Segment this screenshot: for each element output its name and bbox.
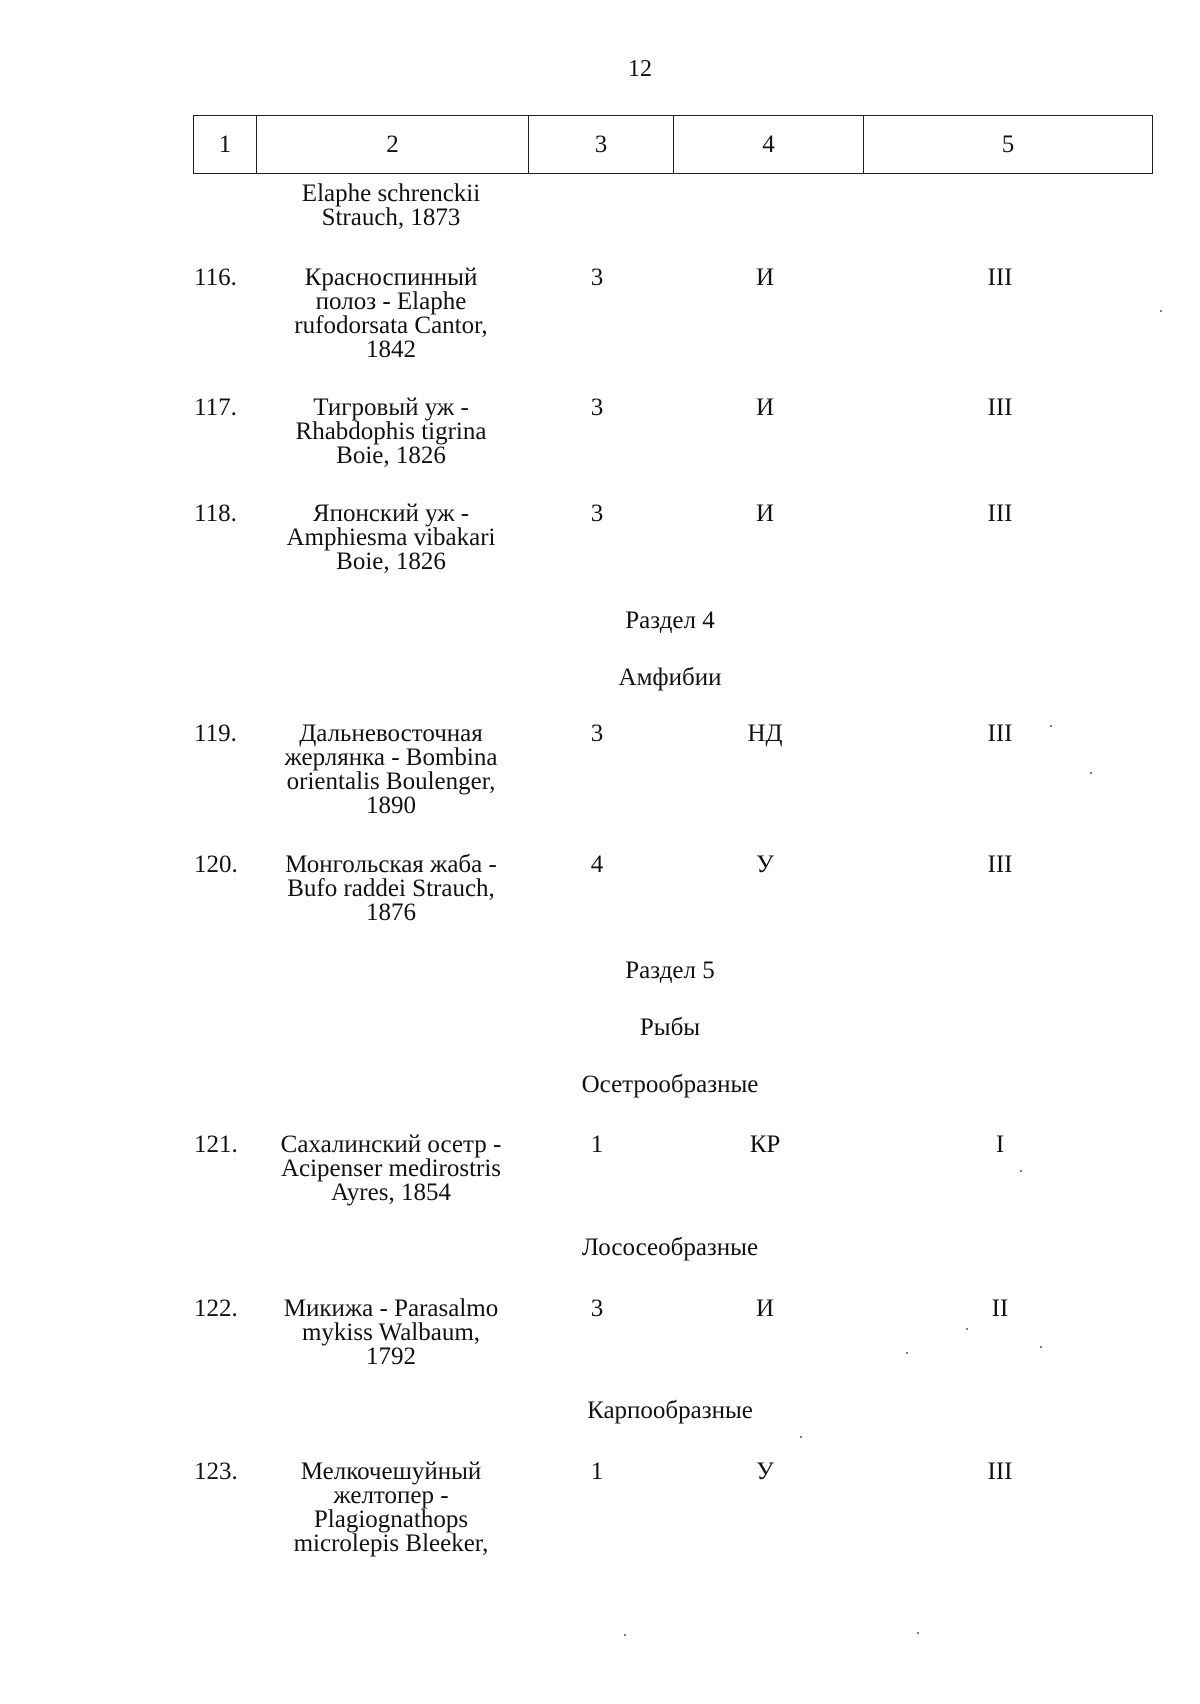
status-cell: У (756, 1458, 774, 1485)
name-line: Elaphe schrenckii (301, 180, 481, 207)
scan-speck (624, 1634, 626, 1636)
status-cell: У (756, 851, 774, 878)
row-number: 118. (194, 500, 237, 527)
name-line: Тигровый уж - (313, 394, 469, 421)
scan-speck (800, 1436, 802, 1438)
status-cell: И (755, 394, 775, 421)
name-line: Amphiesma vibakari (286, 524, 496, 551)
name-line: полоз - Elaphe (315, 288, 467, 315)
name-line: Rhabdophis tigrina (295, 418, 487, 445)
priority-cell: I (995, 1131, 1005, 1158)
scan-speck (966, 1328, 968, 1330)
scan-speck (906, 1352, 908, 1354)
row-number: 123. (194, 1458, 238, 1485)
header-col-5: 5 (1001, 130, 1015, 158)
species-name (250, 1297, 532, 1369)
category-cell: 4 (590, 851, 604, 878)
species-name (250, 502, 532, 574)
header-col-3: 3 (529, 116, 674, 173)
name-line: 1842 (366, 336, 416, 363)
category-cell: 3 (590, 264, 604, 291)
priority-cell: II (991, 1295, 1009, 1322)
name-line: microlepis Bleeker, (293, 1530, 489, 1557)
name-line: Boie, 1826 (336, 442, 446, 469)
row-number: 119. (194, 720, 237, 747)
name-line: mykiss Walbaum, (301, 1319, 481, 1346)
category-cell: 3 (590, 500, 604, 527)
name-line: Ayres, 1854 (331, 1179, 451, 1206)
priority-cell: III (987, 720, 1013, 747)
scan-speck (917, 1632, 919, 1634)
name-line: Красноспинный (304, 264, 478, 291)
row-number: 122. (194, 1295, 238, 1322)
scan-speck (1020, 1170, 1022, 1172)
name-line: 1890 (366, 792, 416, 819)
name-line: Дальневосточная (299, 720, 483, 747)
category-cell: 1 (590, 1458, 604, 1485)
name-line: orientalis Boulenger, (286, 768, 496, 795)
table-header (193, 115, 1153, 174)
species-name (250, 1133, 532, 1205)
order-heading: Осетрообразные (581, 1071, 759, 1098)
status-cell: И (755, 500, 775, 527)
species-name (250, 722, 532, 818)
status-cell: НД (747, 720, 783, 747)
scan-speck (1050, 725, 1052, 727)
scan-speck (1160, 310, 1162, 312)
priority-cell: III (987, 500, 1013, 527)
header-col-4: 4 (674, 116, 864, 173)
name-line: Boie, 1826 (336, 548, 446, 575)
name-line: Японский уж - (312, 500, 470, 527)
category-cell: 3 (590, 1295, 604, 1322)
name-line: Монгольская жаба - (285, 851, 497, 878)
header-col-2: 2 (257, 116, 529, 173)
name-line: Acipenser medirostris (280, 1155, 502, 1182)
name-line: 1876 (366, 899, 416, 926)
name-line: Strauch, 1873 (321, 204, 461, 231)
page-number: 12 (628, 56, 652, 82)
row-number: 117. (194, 394, 237, 421)
name-line: жерлянка - Bombina (284, 744, 498, 771)
order-heading: Лососеобразные (581, 1234, 759, 1261)
name-line: желтопер - (333, 1482, 449, 1509)
name-line: Bufo raddei Strauch, (287, 875, 495, 902)
section-title: Раздел 5 (625, 957, 715, 984)
priority-cell: III (987, 394, 1013, 421)
species-name (250, 182, 532, 230)
category-cell: 1 (590, 1131, 604, 1158)
section-subtitle: Рыбы (639, 1014, 701, 1041)
name-line: Мелкочешуйный (300, 1458, 482, 1485)
name-line: Сахалинский осетр - (280, 1131, 502, 1158)
priority-cell: III (987, 1458, 1013, 1485)
name-line: Микижа - Parasalmo (283, 1295, 499, 1322)
species-name (250, 1460, 532, 1556)
header-col-1: 1 (194, 116, 257, 173)
species-name (250, 266, 532, 362)
row-number: 116. (194, 264, 237, 291)
row-number: 120. (194, 851, 238, 878)
order-heading: Карпообразные (587, 1397, 753, 1424)
scan-speck (1040, 1346, 1042, 1348)
status-cell: И (755, 1295, 775, 1322)
species-name (250, 853, 532, 925)
name-line: 1792 (366, 1343, 416, 1370)
section-subtitle: Амфибии (618, 664, 722, 691)
status-cell: КР (749, 1131, 781, 1158)
species-name (250, 396, 532, 468)
category-cell: 3 (590, 394, 604, 421)
row-number: 121. (194, 1131, 238, 1158)
priority-cell: III (987, 851, 1013, 878)
name-line: Plagiognathops (313, 1506, 469, 1533)
name-line: rufodorsata Cantor, (294, 312, 488, 339)
status-cell: И (755, 264, 775, 291)
priority-cell: III (987, 264, 1013, 291)
category-cell: 3 (590, 720, 604, 747)
section-title: Раздел 4 (625, 607, 715, 634)
scan-speck (1090, 772, 1092, 774)
